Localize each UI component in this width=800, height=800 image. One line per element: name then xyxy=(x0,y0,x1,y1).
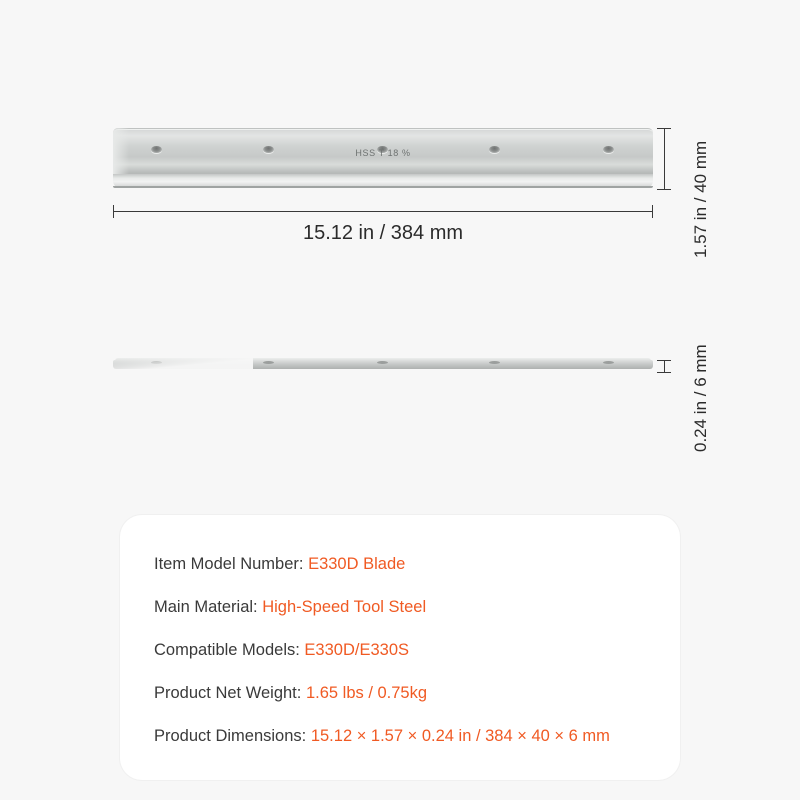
blade-side-view xyxy=(113,358,653,374)
thickness-dimension-label: 0.24 in / 6 mm xyxy=(691,344,710,452)
spec-value: 15.12 × 1.57 × 0.24 in / 384 × 40 × 6 mm xyxy=(310,727,610,745)
spec-label: Product Net Weight: xyxy=(154,684,302,702)
blade-cutting-edge xyxy=(113,174,653,188)
dimension-rule xyxy=(664,360,665,373)
height-dimension-label: 1.57 in / 40 mm xyxy=(691,140,710,258)
spec-row xyxy=(154,543,680,586)
spec-row xyxy=(154,629,680,672)
mounting-hole xyxy=(489,146,500,153)
spec-label: Product Dimensions: xyxy=(154,727,307,745)
mounting-hole xyxy=(151,146,162,153)
spec-value: High-Speed Tool Steel xyxy=(262,598,427,616)
blade-front-view xyxy=(113,128,653,196)
mounting-hole-side xyxy=(263,361,274,364)
spec-value: E330D/E330S xyxy=(304,641,409,659)
spec-row xyxy=(154,586,680,629)
blade-etch-label: HSS T 18 % xyxy=(355,148,411,158)
thickness-dimension-line xyxy=(657,360,671,373)
spec-label: Compatible Models: xyxy=(154,641,300,659)
spec-row xyxy=(154,715,680,758)
mounting-hole xyxy=(603,146,614,153)
width-dimension-label: 15.12 in / 384 mm xyxy=(302,222,464,244)
spec-value: E330D Blade xyxy=(308,555,406,573)
mounting-hole-side xyxy=(377,361,388,364)
dimension-rule xyxy=(664,128,665,190)
height-dimension-line xyxy=(657,128,671,190)
specifications-list xyxy=(120,515,680,758)
width-dimension-line xyxy=(113,205,653,219)
blade-side-taper xyxy=(113,358,253,371)
mounting-hole xyxy=(263,146,274,153)
specifications-card xyxy=(120,515,680,780)
spec-label: Main Material: xyxy=(154,598,258,616)
spec-row xyxy=(154,672,680,715)
spec-label: Item Model Number: xyxy=(154,555,304,573)
mounting-hole-side xyxy=(489,361,500,364)
dimension-rule xyxy=(113,211,653,212)
spec-value: 1.65 lbs / 0.75kg xyxy=(305,684,428,702)
mounting-hole-side xyxy=(603,361,614,364)
